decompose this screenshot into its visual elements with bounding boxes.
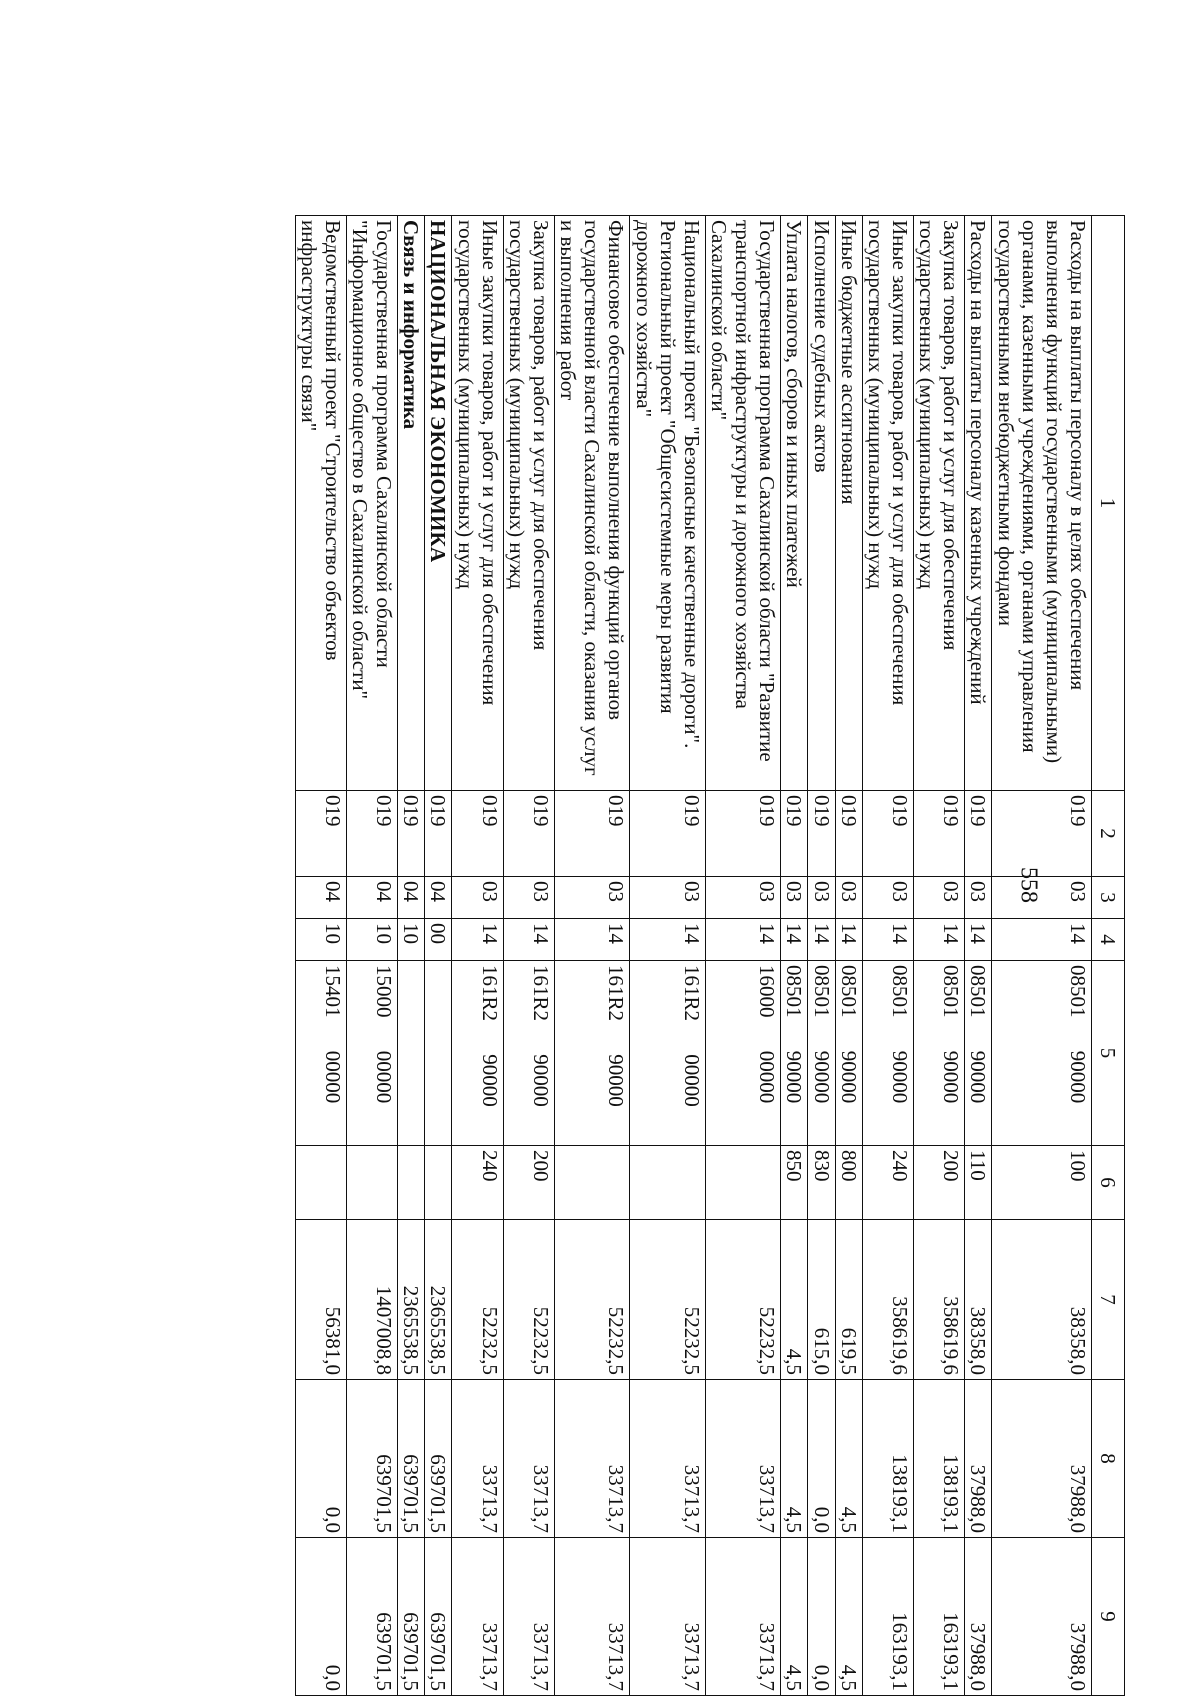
table-row (425, 216, 452, 1696)
expense-type-code (295, 1146, 346, 1220)
expense-type-code (346, 1146, 397, 1220)
ministry-code: 019 (965, 791, 992, 877)
table-row (781, 216, 808, 1696)
ministry-code: 019 (398, 791, 425, 877)
ministry-code: 019 (705, 791, 780, 877)
section-code: 03 (862, 877, 913, 919)
target-article-code: 08501 90000 (862, 961, 913, 1146)
subsection-code: 14 (992, 919, 1092, 961)
subsection-code: 10 (398, 919, 425, 961)
ministry-code: 019 (346, 791, 397, 877)
amount-col7: 2365538,5 (425, 1220, 452, 1380)
subsection-code: 14 (705, 919, 780, 961)
target-article-code: 15000 00000 (346, 961, 397, 1146)
amount-col8: 33713,7 (630, 1380, 705, 1538)
amount-col9: 639701,5 (346, 1538, 397, 1696)
amount-col7: 52232,5 (452, 1220, 503, 1380)
row-name: Иные бюджетные ассигнования (835, 216, 862, 791)
expense-type-code: 240 (452, 1146, 503, 1220)
table-row (398, 216, 425, 1696)
row-name: Связь и информатика (398, 216, 425, 791)
amount-col8: 138193,1 (914, 1380, 965, 1538)
expense-type-code (630, 1146, 705, 1220)
table-row (503, 216, 554, 1696)
target-article-code: 161R2 00000 (630, 961, 705, 1146)
amount-col9: 37988,0 (992, 1538, 1092, 1696)
ministry-code: 019 (295, 791, 346, 877)
ministry-code: 019 (835, 791, 862, 877)
amount-col9: 33713,7 (555, 1538, 630, 1696)
amount-col7: 4,5 (781, 1220, 808, 1380)
amount-col7: 52232,5 (705, 1220, 780, 1380)
amount-col8: 138193,1 (862, 1380, 913, 1538)
amount-col9: 163193,1 (914, 1538, 965, 1696)
subsection-code: 14 (452, 919, 503, 961)
amount-col7: 56381,0 (295, 1220, 346, 1380)
amount-col7: 358619,6 (914, 1220, 965, 1380)
expense-type-code: 110 (965, 1146, 992, 1220)
row-name: Закупка товаров, работ и услуг для обеспечения государственных (муниципальных) нужд (914, 216, 965, 791)
ministry-code: 019 (781, 791, 808, 877)
row-name: НАЦИОНАЛЬНАЯ ЭКОНОМИКА (425, 216, 452, 791)
amount-col9: 33713,7 (503, 1538, 554, 1696)
table-row (452, 216, 503, 1696)
amount-col8: 33713,7 (705, 1380, 780, 1538)
table-row (555, 216, 630, 1696)
header-cell: 4 (1092, 919, 1125, 961)
section-code: 03 (705, 877, 780, 919)
amount-col7: 358619,6 (862, 1220, 913, 1380)
amount-col9: 37988,0 (965, 1538, 992, 1696)
target-article-code (425, 961, 452, 1146)
amount-col8: 33713,7 (452, 1380, 503, 1538)
target-article-code: 161R2 90000 (452, 961, 503, 1146)
target-article-code: 08501 90000 (914, 961, 965, 1146)
amount-col9: 33713,7 (630, 1538, 705, 1696)
section-code: 03 (452, 877, 503, 919)
row-name: Финансовое обеспечение выполнения функций органов государственной власти Сахалинской области, оказания услуг и выполнения работ (555, 216, 630, 791)
ministry-code: 019 (425, 791, 452, 877)
header-cell: 2 (1092, 791, 1125, 877)
section-code: 03 (914, 877, 965, 919)
header-cell: 5 (1092, 961, 1125, 1146)
section-code: 03 (630, 877, 705, 919)
expense-type-code: 200 (503, 1146, 554, 1220)
header-cell: 6 (1092, 1146, 1125, 1220)
row-name: Ведомственный проект "Строительство объектов инфраструктуры связи" (295, 216, 346, 791)
subsection-code: 14 (781, 919, 808, 961)
amount-col7: 52232,5 (630, 1220, 705, 1380)
rotated-table-container (115, 215, 1125, 1695)
target-article-code: 08501 90000 (835, 961, 862, 1146)
expense-type-code: 830 (808, 1146, 835, 1220)
target-article-code: 161R2 90000 (503, 961, 554, 1146)
target-article-code (398, 961, 425, 1146)
section-code: 04 (398, 877, 425, 919)
amount-col8: 639701,5 (398, 1380, 425, 1538)
row-name: Государственная программа Сахалинской области "Информационное общество в Сахалинской области" (346, 216, 397, 791)
amount-col7: 38358,0 (965, 1220, 992, 1380)
subsection-code: 10 (346, 919, 397, 961)
subsection-code: 00 (425, 919, 452, 961)
expense-type-code (705, 1146, 780, 1220)
section-code: 04 (346, 877, 397, 919)
expense-type-code (425, 1146, 452, 1220)
row-name: Уплата налогов, сборов и иных платежей (781, 216, 808, 791)
header-cell: 9 (1092, 1538, 1125, 1696)
header-cell: 3 (1092, 877, 1125, 919)
subsection-code: 14 (808, 919, 835, 961)
target-article-code: 161R2 90000 (555, 961, 630, 1146)
budget-table (295, 215, 1125, 1696)
subsection-code: 14 (835, 919, 862, 961)
row-name: Государственная программа Сахалинской области "Развитие транспортной инфраструктуры и дорожного хозяйства Сахалинской области" (705, 216, 780, 791)
table-row (705, 216, 780, 1696)
subsection-code: 10 (295, 919, 346, 961)
amount-col8: 37988,0 (965, 1380, 992, 1538)
subsection-code: 14 (630, 919, 705, 961)
table-row (346, 216, 397, 1696)
expense-type-code: 200 (914, 1146, 965, 1220)
row-name: Закупка товаров, работ и услуг для обеспечения государственных (муниципальных) нужд (503, 216, 554, 791)
table-row (992, 216, 1092, 1696)
header-row (1092, 216, 1125, 1696)
amount-col8: 33713,7 (555, 1380, 630, 1538)
ministry-code: 019 (862, 791, 913, 877)
section-code: 03 (555, 877, 630, 919)
expense-type-code (398, 1146, 425, 1220)
table-row (914, 216, 965, 1696)
subsection-code: 14 (862, 919, 913, 961)
section-code: 03 (808, 877, 835, 919)
target-article-code: 08501 90000 (965, 961, 992, 1146)
target-article-code: 08501 90000 (992, 961, 1092, 1146)
amount-col7: 619,5 (835, 1220, 862, 1380)
subsection-code: 14 (965, 919, 992, 961)
ministry-code: 019 (914, 791, 965, 877)
ministry-code: 019 (630, 791, 705, 877)
target-article-code: 08501 90000 (808, 961, 835, 1146)
amount-col9: 163193,1 (862, 1538, 913, 1696)
amount-col8: 33713,7 (503, 1380, 554, 1538)
amount-col9: 0,0 (295, 1538, 346, 1696)
amount-col7: 1407008,8 (346, 1220, 397, 1380)
header-cell: 1 (1092, 216, 1125, 791)
target-article-code: 15401 00000 (295, 961, 346, 1146)
header-cell: 7 (1092, 1220, 1125, 1380)
amount-col9: 639701,5 (425, 1538, 452, 1696)
subsection-code: 14 (914, 919, 965, 961)
amount-col7: 52232,5 (555, 1220, 630, 1380)
section-code: 03 (781, 877, 808, 919)
row-name: Исполнение судебных актов (808, 216, 835, 791)
row-name: Расходы на выплаты персоналу казенных учреждений (965, 216, 992, 791)
expense-type-code (555, 1146, 630, 1220)
section-code: 03 (992, 877, 1092, 919)
table-row (630, 216, 705, 1696)
subsection-code: 14 (555, 919, 630, 961)
target-article-code: 16000 00000 (705, 961, 780, 1146)
target-article-code: 08501 90000 (781, 961, 808, 1146)
page-number: 558 (1015, 867, 1042, 903)
expense-type-code: 240 (862, 1146, 913, 1220)
table-row (965, 216, 992, 1696)
amount-col8: 0,0 (295, 1380, 346, 1538)
row-name: Расходы на выплаты персоналу в целях обеспечения выполнения функций государственными (муниципальными) органами, казенными учреждениями, органами управления государственными внебюджетными фондами (992, 216, 1092, 791)
amount-col7: 52232,5 (503, 1220, 554, 1380)
subsection-code: 14 (503, 919, 554, 961)
amount-col8: 4,5 (835, 1380, 862, 1538)
ministry-code: 019 (503, 791, 554, 877)
amount-col8: 0,0 (808, 1380, 835, 1538)
section-code: 04 (295, 877, 346, 919)
expense-type-code: 850 (781, 1146, 808, 1220)
section-code: 03 (965, 877, 992, 919)
amount-col8: 639701,5 (425, 1380, 452, 1538)
section-code: 03 (503, 877, 554, 919)
expense-type-code: 800 (835, 1146, 862, 1220)
amount-col9: 0,0 (808, 1538, 835, 1696)
amount-col8: 37988,0 (992, 1380, 1092, 1538)
ministry-code: 019 (992, 791, 1092, 877)
section-code: 04 (425, 877, 452, 919)
row-name: Иные закупки товаров, работ и услуг для обеспечения государственных (муниципальных) нужд (452, 216, 503, 791)
expense-type-code: 100 (992, 1146, 1092, 1220)
table-row (808, 216, 835, 1696)
row-name: Национальный проект "Безопасные качественные дороги". Региональный проект "Общесистемные меры развития дорожного хозяйства" (630, 216, 705, 791)
header-cell: 8 (1092, 1380, 1125, 1538)
amount-col8: 4,5 (781, 1380, 808, 1538)
table-row (835, 216, 862, 1696)
amount-col9: 4,5 (781, 1538, 808, 1696)
amount-col9: 4,5 (835, 1538, 862, 1696)
table-row (295, 216, 346, 1696)
amount-col9: 639701,5 (398, 1538, 425, 1696)
amount-col9: 33713,7 (705, 1538, 780, 1696)
row-name: Иные закупки товаров, работ и услуг для обеспечения государственных (муниципальных) нужд (862, 216, 913, 791)
ministry-code: 019 (555, 791, 630, 877)
table-row (862, 216, 913, 1696)
amount-col7: 615,0 (808, 1220, 835, 1380)
amount-col9: 33713,7 (452, 1538, 503, 1696)
amount-col8: 639701,5 (346, 1380, 397, 1538)
section-code: 03 (835, 877, 862, 919)
amount-col7: 2365538,5 (398, 1220, 425, 1380)
ministry-code: 019 (808, 791, 835, 877)
ministry-code: 019 (452, 791, 503, 877)
amount-col7: 38358,0 (992, 1220, 1092, 1380)
